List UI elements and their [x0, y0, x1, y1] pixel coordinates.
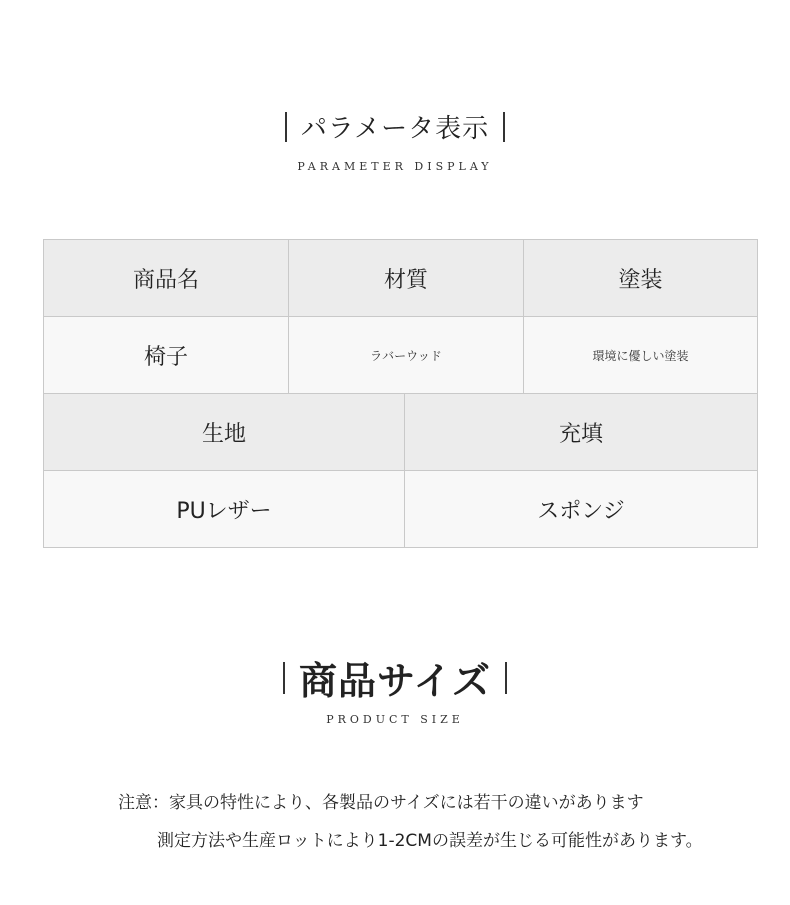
table-row: [44, 471, 758, 548]
header-finish: 塗装: [524, 240, 758, 317]
parameter-title-row: [285, 108, 505, 145]
note-line-1: 注意：家具の特性により、各製品のサイズには若干の違いがあります: [118, 793, 644, 813]
title-bar-left: [283, 662, 285, 694]
value-finish: 環境に優しい塗装: [524, 317, 758, 394]
product-size-header: [0, 650, 790, 726]
value-product-name: 椅子: [44, 317, 289, 394]
parameter-subtitle: PARAMETER DISPLAY: [297, 159, 493, 173]
size-title-row: [283, 650, 507, 705]
parameter-display-header: [0, 108, 790, 173]
table-row: [44, 394, 758, 471]
size-title: 商品サイズ: [299, 659, 491, 703]
value-material: ラバーウッド: [289, 317, 524, 394]
value-fabric: PUレザー: [44, 471, 405, 548]
parameter-table: [43, 239, 758, 548]
parameter-title: パラメータ表示: [300, 114, 490, 144]
size-subtitle: PRODUCT SIZE: [326, 713, 464, 726]
value-filling: スポンジ: [405, 471, 758, 548]
title-bar-right: [503, 112, 505, 142]
header-product-name: 商品名: [44, 240, 289, 317]
note-line-2: 測定方法や生産ロットにより1-2CMの誤差が生じる可能性があります。: [157, 831, 703, 851]
table-row: [44, 240, 758, 317]
header-fabric: 生地: [44, 394, 405, 471]
title-bar-right: [505, 662, 507, 694]
table-row: [44, 317, 758, 394]
header-material: 材質: [289, 240, 524, 317]
title-bar-left: [285, 112, 287, 142]
header-filling: 充填: [405, 394, 758, 471]
